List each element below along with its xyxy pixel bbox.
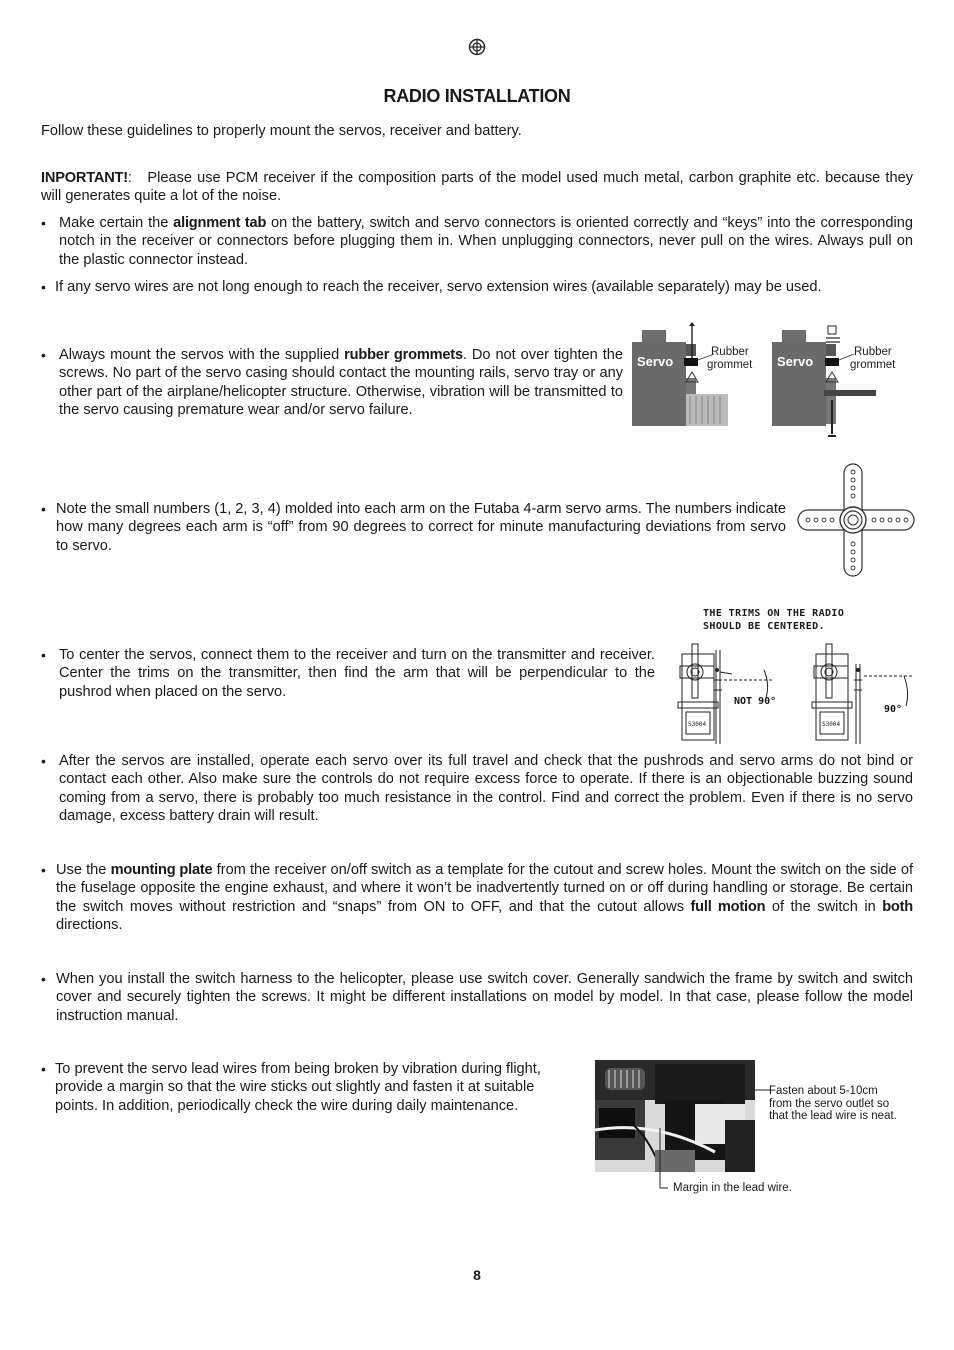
bullet-text: Use the [56, 862, 111, 878]
bullet-text: Note the small numbers (1, 2, 3, 4) molded into each arm on the Futaba 4-arm servo arms. The numbers indicate how many degrees each arm is “off” from 90 degrees to correct for minute manufacturing deviations from servo to servo. [56, 501, 786, 554]
mounting-rail-right [824, 390, 876, 396]
bullet-lead-wire-margin [41, 1060, 581, 1115]
bullet-dot: • [41, 971, 46, 987]
bullet-text: on the battery, switch and servo connectors is oriented correctly and “keys” into the corresponding notch in the receiver or connectors before plugging them in. When unplugging connectors, never pull on the wires. Always pull on the plastic connector instead. [59, 215, 913, 268]
bullet-text: directions. [56, 916, 123, 933]
bullet-text: To center the servos, connect them to the receiver and turn on the transmitter and receiver. Center the trims on the transmitter, then find the arm that will be perpendicular to the pushrod when placed on the servo. [59, 647, 655, 700]
bullet-dot: • [41, 279, 46, 295]
grommet-left [684, 358, 698, 366]
grommet-right [825, 358, 839, 366]
servo-centering-diagram [674, 640, 924, 745]
servo-code-right: S3004 [822, 721, 841, 728]
bullet-center-servos [41, 646, 655, 701]
bullet-text: of the switch in [765, 898, 883, 915]
page-title: RADIO INSTALLATION [383, 86, 571, 106]
is-90-label: 90° [884, 704, 903, 715]
bullet-mounting-plate [41, 861, 913, 934]
bold-both: both [882, 898, 914, 915]
bullet-dot: • [41, 1061, 46, 1077]
bullet-dot: • [41, 647, 46, 663]
bold-full-motion: full motion [690, 898, 766, 915]
bullet-dot: • [41, 753, 46, 769]
bullet-dot: • [41, 215, 46, 231]
important-sep: : [127, 170, 132, 186]
trims-note-line2: SHOULD BE CENTERED. [703, 621, 825, 632]
bold-alignment-tab: alignment tab [173, 215, 267, 231]
four-arm-servo-horn-diagram [794, 460, 916, 580]
bullet-text: . Do not over tighten the screws. No part of the servo casing should contact the mounting rails, servo tray or any other part of the airplane/helicopter structure. Otherwise, vibration will be transmitted to the servo causing premature wear and/or servo failure. [59, 347, 624, 418]
bullet-dot: • [41, 501, 46, 517]
bullet-text: To prevent the servo lead wires from being broken by vibration during flight, provide a margin so that the wire sticks out slightly and fasten it at suitable points. In addition, periodically check the wire during daily maintenance. [55, 1061, 541, 1114]
photo-caption-fasten: Fasten about 5-10cm from the servo outlet so that the lead wire is neat. [769, 1085, 897, 1122]
bullet-dot: • [41, 862, 46, 878]
servo-label-left: Servo [637, 354, 674, 369]
bullet-alignment-tab [41, 214, 913, 269]
servo-label-right: Servo [777, 354, 814, 369]
bold-mounting-plate: mounting plate [110, 862, 213, 878]
page-number: 8 [473, 1267, 481, 1283]
bullet-text: If any servo wires are not long enough to reach the receiver, servo extension wires (available separately) may be used. [55, 279, 822, 295]
bullet-text: Always mount the servos with the supplied [59, 347, 345, 363]
important-note [41, 169, 913, 206]
bullet-dot: • [41, 347, 46, 363]
important-label: INPORTANT! [41, 170, 128, 186]
servo-grommet-diagram [628, 320, 918, 442]
bullet-extension-wires [41, 278, 913, 296]
bullet-text: Make certain the [59, 215, 174, 231]
bullet-text: from the receiver on/off switch as a template for the cutout and screw holes. Mount the switch on the side of the fuselage opposite the engine exhaust, and where it won’t be inadvertently turned on or off during handling or storage. Be certain the switch moves without restriction and “snaps” from ON to OFF, and that the cutout allows [56, 862, 914, 915]
grommet-label-right-1: Rubber [854, 346, 892, 358]
grommet-label-left-1: Rubber [711, 346, 749, 358]
trims-note-line1: THE TRIMS ON THE RADIO [703, 608, 845, 619]
bold-rubber-grommets: rubber grommets [344, 347, 463, 363]
bullet-check-travel [41, 752, 913, 825]
servo-body-right [772, 330, 836, 426]
bullet-rubber-grommets [41, 346, 623, 419]
important-text: Please use PCM receiver if the composition parts of the model used much metal, carbon graphite etc. because they will generates quite a lot of the noise. [41, 170, 913, 205]
photo-callout-lines [640, 1080, 780, 1195]
bullet-switch-cover [41, 970, 913, 1025]
grommet-label-left-2: grommet [707, 359, 753, 371]
mounting-rail-left [686, 394, 728, 426]
servo-code-left: S3004 [688, 721, 707, 728]
bullet-text: When you install the switch harness to the helicopter, please use switch cover. Generally sandwich the frame by switch and switch cover and securely tighten the screws. It might be different installations on model by model. In that case, please follow the model instruction manual. [56, 971, 913, 1024]
intro-text: Follow these guidelines to properly mount the servos, receiver and battery. [41, 123, 522, 139]
crosshair-registration-icon [468, 38, 486, 56]
bullet-text: After the servos are installed, operate each servo over its full travel and check that the pushrods and servo arms do not bind or contact each other. Also make sure the controls do not require excess force to operate. If there is an objectionable buzzing sound coming from a servo, there is probably too much resistance in the control. Find and correct the problem. Even if there is no servo damage, excess battery drain will result. [59, 753, 913, 824]
trims-note [703, 607, 844, 633]
bullet-servo-arm-numbers [41, 500, 786, 555]
photo-caption-margin: Margin in the lead wire. [673, 1182, 792, 1194]
not-90-label: NOT 90° [734, 696, 777, 707]
grommet-label-right-2: grommet [850, 359, 896, 371]
